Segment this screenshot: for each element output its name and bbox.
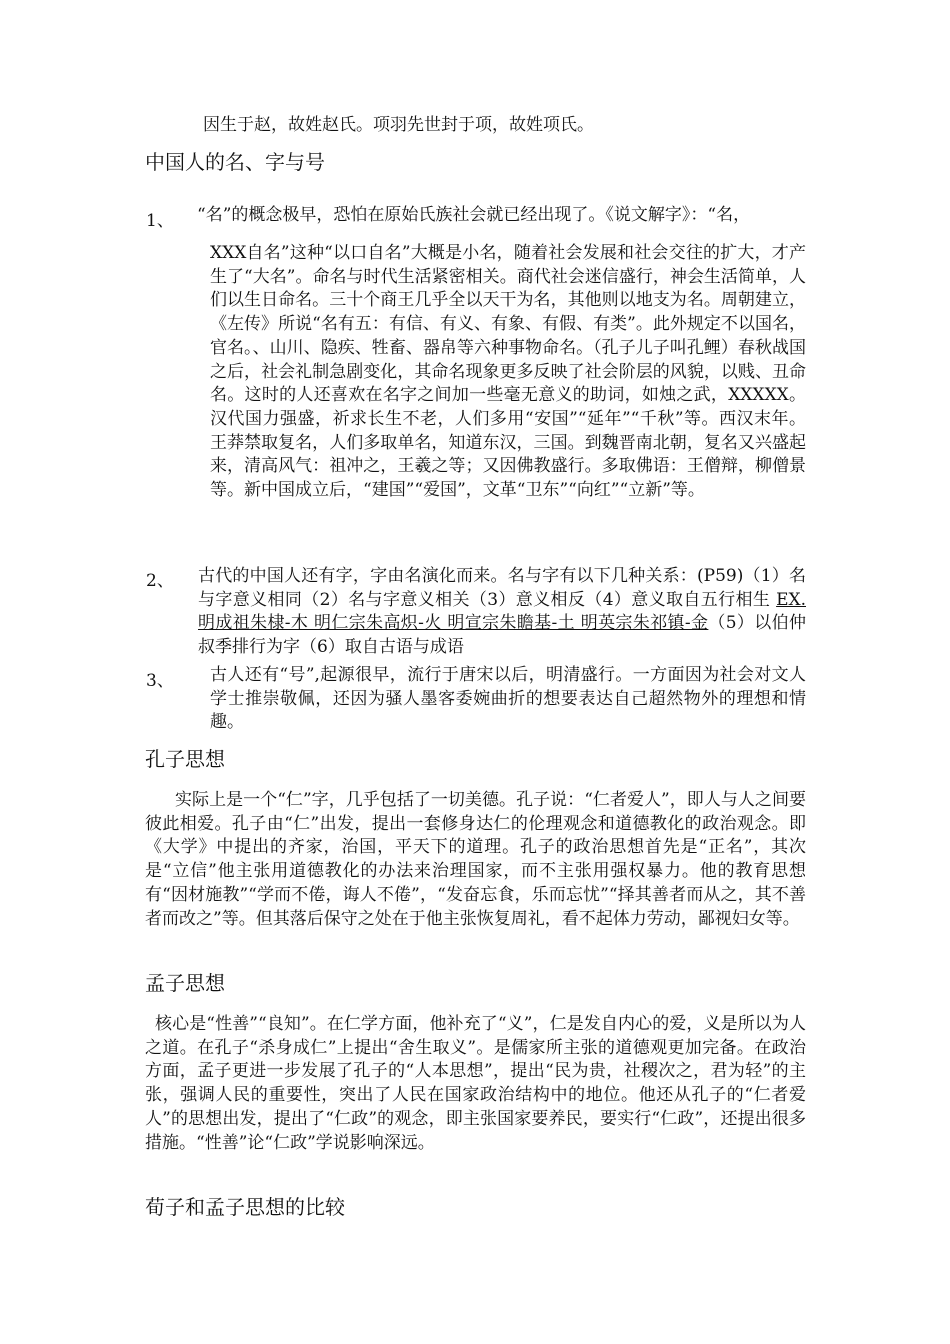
heading-xunzi-mencius-comparison: 荀子和孟子思想的比较 — [145, 1195, 345, 1219]
item-1-body: XXX自名”这种“以口自名”大概是小名，随着社会发展和社会交往的扩大，才产生了“大名”。命名与时代生活紧密相关。商代社会迷信盛行，神会生活简单，人们以生日命名。三十个商王几乎全以天干为名，其他则以地支为名。周朝建立，《左传》所说“名有五：有信、有义、有象、有假、有类”。此外规定不以国名，官名。、山川、隐疾、牲畜、器帛等六种事物命名。（孔子儿子叫孔鲤）春秋战国之后，社会礼制急剧变化，其命名现象更多反映了社会阶层的风貌，以贱、丑命名。这时的人还喜欢在名字之间加一些毫无意义的助词，如烛之武，XXXXX。汉代国力强盛，祈求长生不老，人们多用“安国”“延年”“千秋”等。西汉末年。王莽禁取复名，人们多取单名，知道东汉，三国。到魏晋南北朝，复名又兴盛起来，清高风气：祖冲之，王羲之等；又因佛教盛行。多取佛语：王僧辩，柳僧景等。新中国成立后，“建国”“爱国”，文革“卫东”“向红”“立新”等。 — [210, 243, 806, 501]
item-3-text: 古人还有“号”,起源很早，流行于唐宋以后，明清盛行。一方面因为社会对文人学士推崇敬佩，还因为骚人墨客委婉曲折的想要表达自己超然物外的理想和情趣。 — [210, 665, 806, 733]
item-2-number: 2、 — [146, 571, 174, 591]
item-2-text — [198, 565, 806, 660]
heading-confucius: 孔子思想 — [145, 747, 225, 771]
item-1-number: 1、 — [146, 211, 174, 231]
item-3-number: 3、 — [146, 671, 174, 691]
item-1-first-line: “名”的概念极早，恐怕在原始氏族社会就已经出现了。《说文解字》：“名， — [197, 205, 751, 225]
mencius-paragraph: 核心是“性善”“良知”。在仁学方面，他补充了“义”，仁是发自内心的爱，义是所以为人之道。在孔子“杀身成仁”上提出“舍生取义”。是儒家所主张的道德观更加完备。在政治方面，孟子更进一步发展了孔子的“人本思想”，提出“民为贵，社稷次之，君为轻”的主张，强调人民的重要性，突出了人民在国家政治结构中的地位。他还从孔子的“仁者爱人”的思想出发，提出了“仁政”的观念，即主张国家要养民，要实行“仁政”，还提出很多措施。“性善”论“仁政”学说影响深远。 — [145, 1014, 806, 1153]
item-2-example-underlined: EX.明成祖朱棣-木 明仁宗朱高炽-火 明宣宗朱瞻基-土 明英宗朱祁镇-金 — [198, 589, 806, 634]
item-2-text-b: （5）以伯仲叔季排行为字（6）取自古语与成语 — [198, 613, 806, 658]
confucius-paragraph: 实际上是一个“仁”字，几乎包括了一切美德。孔子说：“仁者爱人”，即人与人之间要彼此相爱。孔子由“仁”出发，提出一套修身达仁的伦理观念和道德教化的政治观念。即《大学》中提出的齐家，治国，平天下的道理。孔子的政治思想首先是“正名”，其次是“立信”他主张用道德教化的办法来治理国家，而不主张用强权暴力。他的教育思想有“因材施教”“学而不倦，诲人不倦”，“发奋忘食，乐而忘忧”“择其善者而从之，其不善者而改之”等。但其落后保守之处在于他主张恢复周礼，看不起体力劳动，鄙视妇女等。 — [145, 790, 806, 929]
heading-mencius: 孟子思想 — [145, 971, 225, 995]
intro-line: 因生于赵，故姓赵氏。项羽先世封于项，故姓项氏。 — [203, 115, 594, 135]
heading-names: 中国人的名、字与号 — [145, 150, 325, 174]
item-2-text-a: 古代的中国人还有字，字由名演化而来。名与字有以下几种关系：(P59)（1）名与字意义相同（2）名与字意义相关（3）意义相反（4）意义取自五行相生 — [198, 566, 806, 610]
